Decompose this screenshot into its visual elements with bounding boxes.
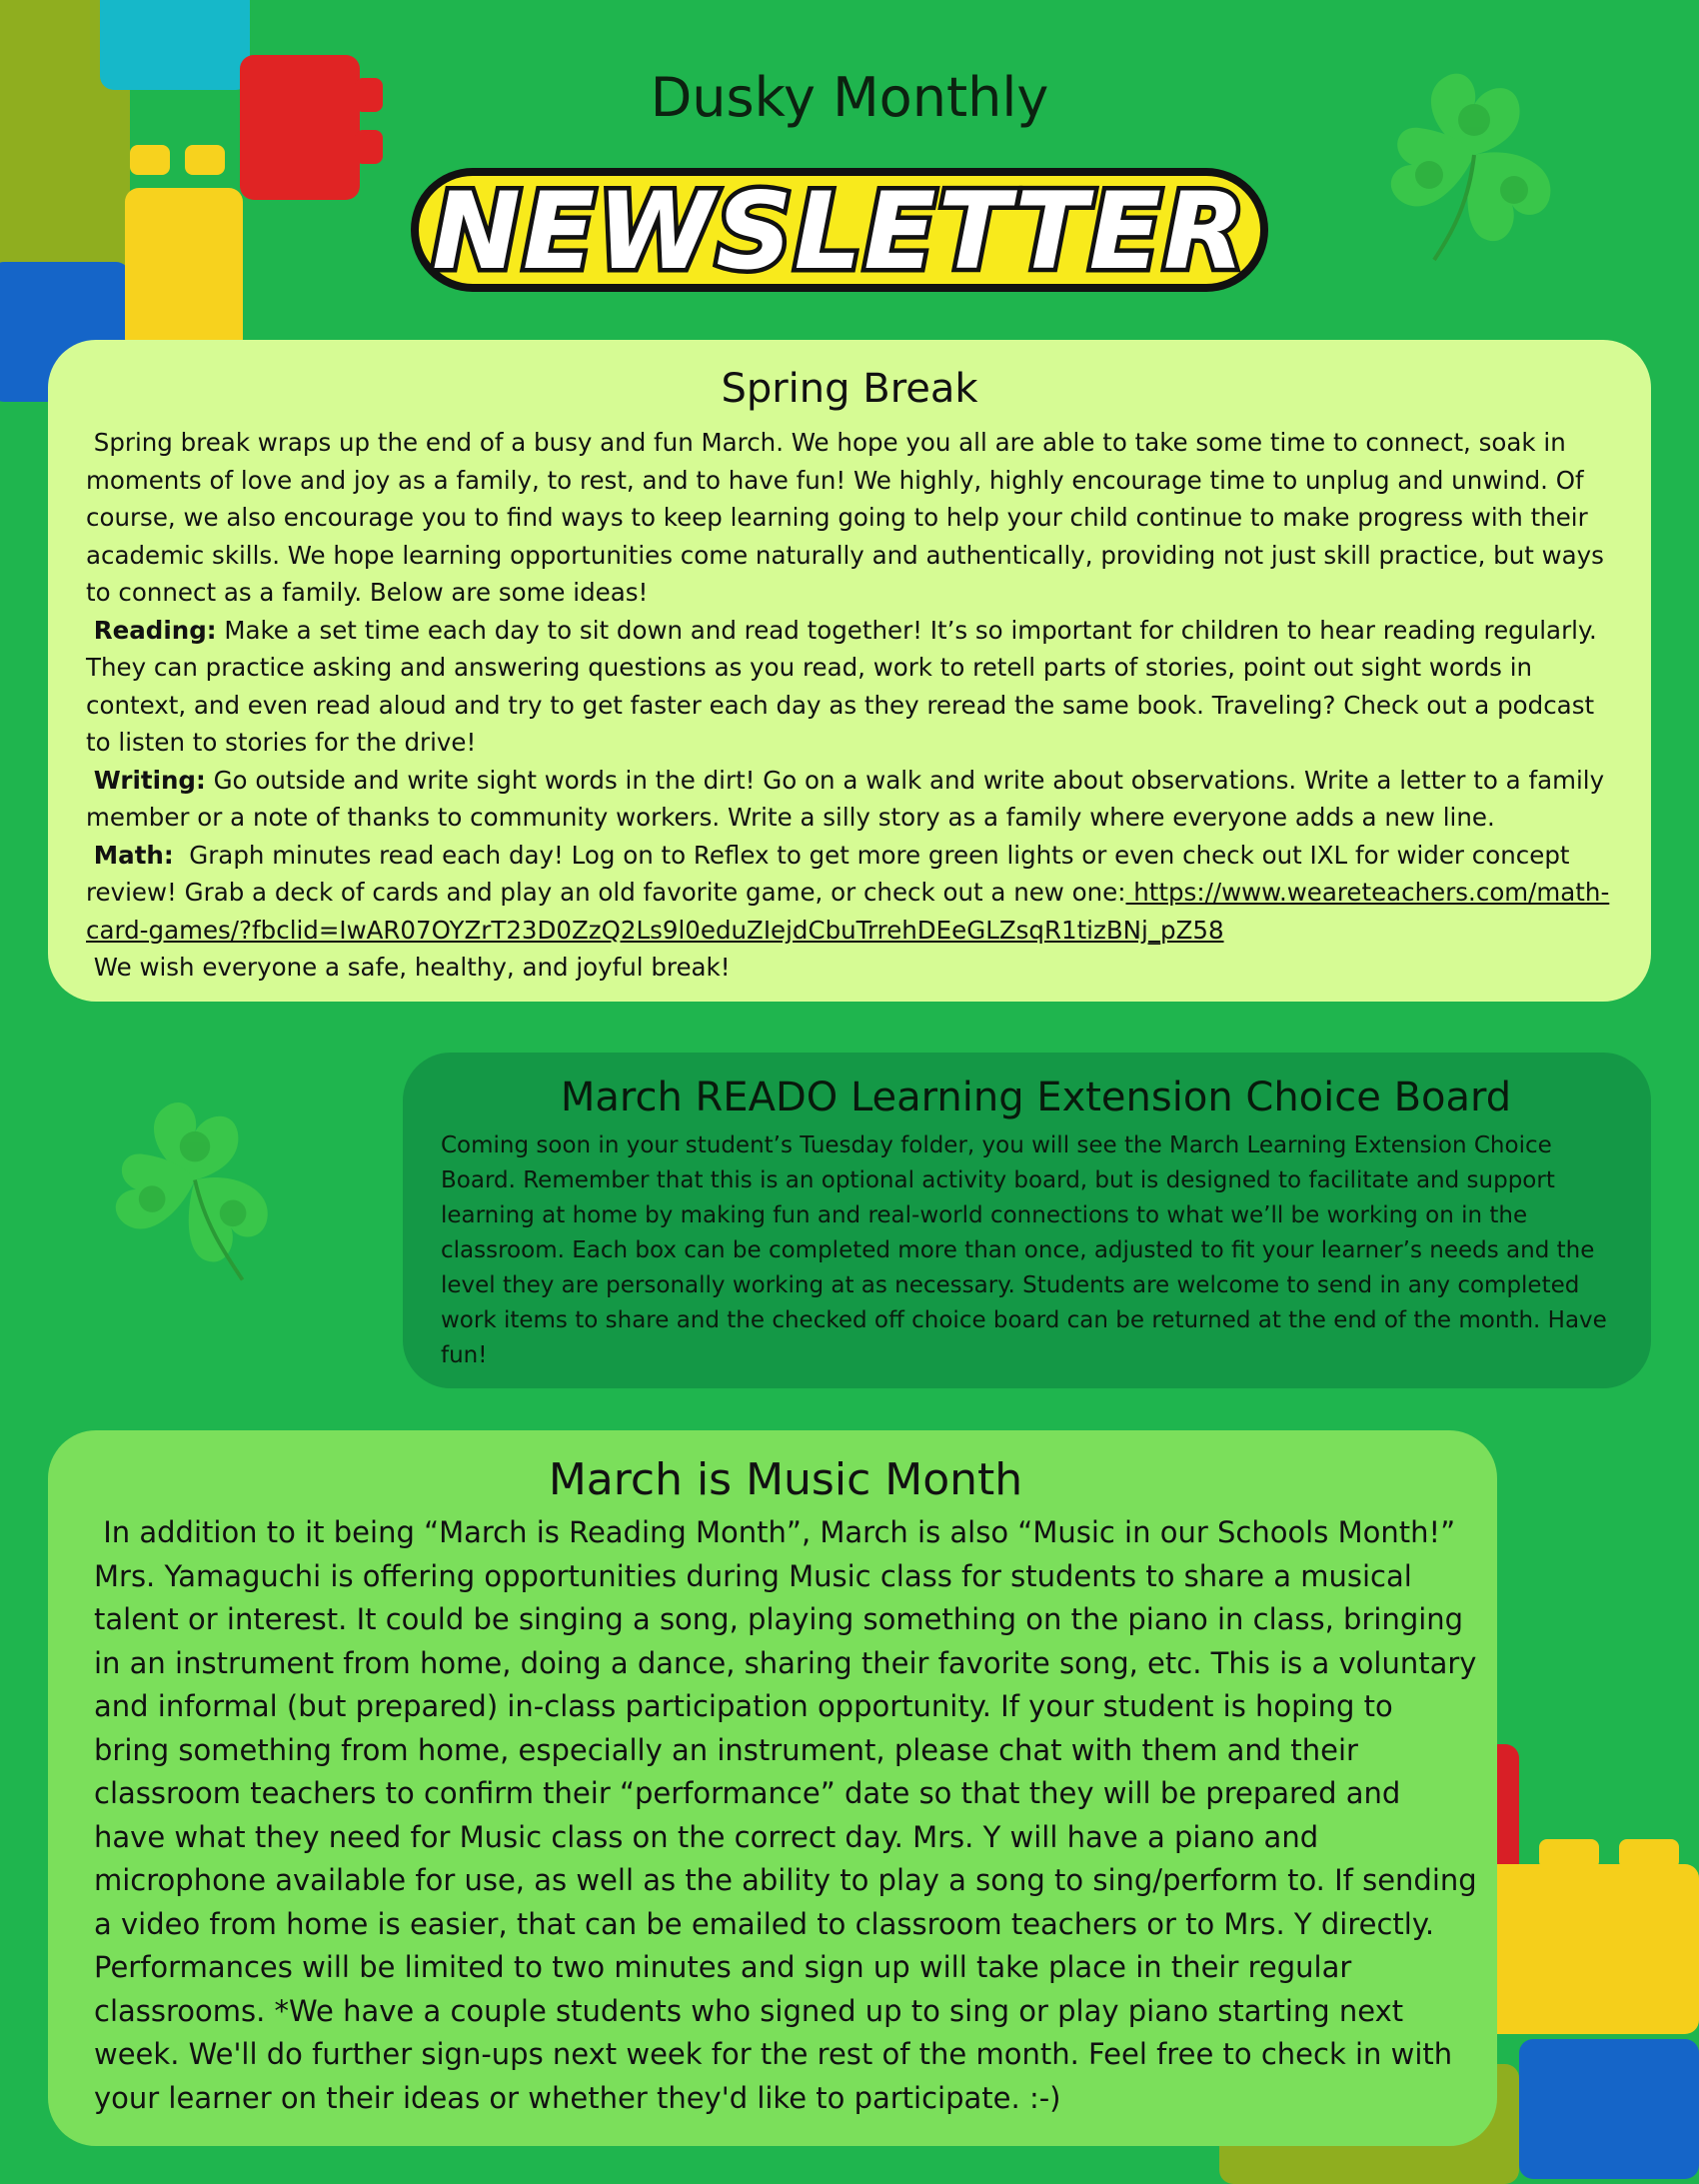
spring-break-intro: Spring break wraps up the end of a busy and fun March. We hope you all are able to take some time to connect, soak in moments of love and joy as a family, to rest, and to have fun! We highly, highly encourage time to unplug and unwind. Of course, we also encourage you to find ways to keep learning going to help your child continue to make progress with their academic skills. We hope learning opportunities come naturally and authentically, providing not just skill practice, but ways to connect as a family. Below are some ideas! xyxy=(86,428,1604,607)
lego-brick-yellow xyxy=(125,188,243,353)
writing-label: Writing: xyxy=(93,765,206,795)
newsletter-title-text: NEWSLETTER xyxy=(432,170,1247,293)
choice-board-text: Coming soon in your student’s Tuesday folder, you will see the March Learning Extension Choice Board. Remember that this is an optional activity board, but is designed to facilitate and support learning at home by making fun and real-world connections to what we’ll be working on in the classroom. Each box can be completed more than once, adjusted to fit your learner’s needs and the level they are personally working at as necessary. Students are welcome to send in any completed work items to share and the checked off choice board can be returned at the end of the month. Have fun! xyxy=(441,1132,1607,1368)
lego-stud-yellow xyxy=(185,145,225,175)
shamrock-icon xyxy=(95,1090,295,1289)
math-label: Math: xyxy=(93,840,174,870)
math-tip xyxy=(86,837,1613,950)
writing-text: Go outside and write sight words in the dirt! Go on a walk and write about observations. Write a letter to a family member or a note of thanks to community workers. Write a silly story as a family where everyone adds a new line. xyxy=(86,765,1605,832)
math-text: Graph minutes read each day! Log on to Reflex to get more green lights or even check out IXL for wider concept review! Grab a deck of cards and play an old favorite game, or check out a new one: xyxy=(86,840,1570,907)
lego-stud-yellow xyxy=(130,145,170,175)
lego-brick-blue xyxy=(1519,2039,1699,2179)
lego-stud-yellow xyxy=(1619,1839,1679,1869)
choice-board-title: March READO Learning Extension Choice Board xyxy=(560,1075,1512,1120)
lego-stud-red xyxy=(355,130,383,164)
choice-board-panel xyxy=(403,1053,1651,1388)
newsletter-title xyxy=(405,160,1274,300)
music-month-text: In addition to it being “March is Reading Month”, March is also “Music in our Schools Month!” Mrs. Yamaguchi is offering opportunities during Music class for students to share a musical talent or interest. It could be singing a song, playing something on the piano in class, bringing in an instrument from home, doing a dance, sharing their favorite song, etc. This is a voluntary and informal (but prepared) in-class participation opportunity. If your student is hoping to bring something from home, especially an instrument, please chat with them and their classroom teachers to confirm their “performance” date so that they will be prepared and have what they need for Music class on the correct day. Mrs. Y will have a piano and microphone available for use, as well as the ability to play a song to sing/perform to. If sending a video from home is easier, that can be emailed to classroom teachers or to Mrs. Y directly. Performances will be limited to two minutes and sign up will take place in their regular classrooms. *We have a couple students who signed up to sing or play piano starting next week. We'll do further sign-ups next week for the rest of the month. Feel free to check in with your learner on their ideas or whether they'd like to participate. :-) xyxy=(94,1515,1477,2115)
math-card-games-link[interactable]: https://www.weareteachers.com/math-card-games/?fbclid=IwAR07OYZrT23D0ZzQ2Ls9l0eduZIejdCbuTrrehDEeGLZsqR1tizBNj_pZ58 xyxy=(86,878,1610,945)
spring-break-panel xyxy=(48,340,1651,1002)
lego-stud-yellow xyxy=(1539,1839,1599,1869)
spring-break-title: Spring Break xyxy=(721,366,978,412)
reading-text: Make a set time each day to sit down and read together! It’s so important for children to hear reading regularly. They can practice asking and answering questions as you read, work to retell parts of stories, point out sight words in context, and even read aloud and try to get faster each day as they reread the same book. Traveling? Check out a podcast to listen to stories for the drive! xyxy=(86,615,1597,757)
newsletter-subtitle: Dusky Monthly xyxy=(650,66,1049,129)
reading-tip xyxy=(86,612,1613,762)
music-month-title: March is Music Month xyxy=(548,1454,1023,1505)
reading-label: Reading: xyxy=(93,615,217,645)
spring-break-closing: We wish everyone a safe, healthy, and joyful break! xyxy=(93,953,731,982)
music-month-panel xyxy=(48,1430,1497,2146)
writing-tip xyxy=(86,762,1613,837)
